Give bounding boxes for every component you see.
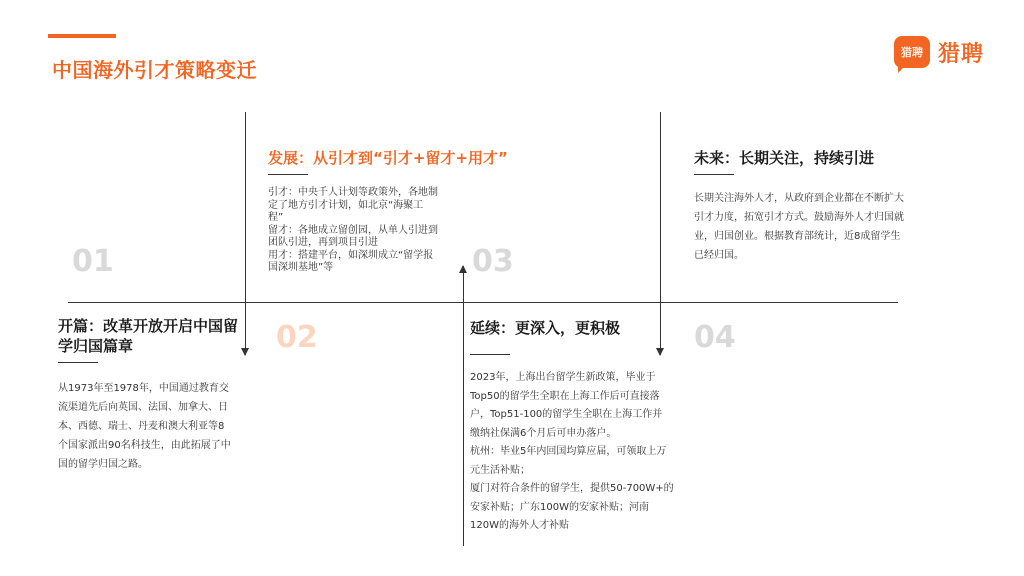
- timeline-axis: [68, 302, 898, 303]
- stage-01-underline: [58, 362, 98, 363]
- title-accent-bar: [48, 34, 116, 38]
- stage-04: [694, 148, 934, 265]
- body-line: 本、西德、瑞士、丹麦和澳大利亚等8: [58, 421, 225, 432]
- page-title: 中国海外引才策略变迁: [52, 58, 257, 82]
- stage-03-heading: 延续：更深入，更积极: [470, 319, 621, 337]
- stage-02-body: [268, 187, 468, 275]
- stage-01: [58, 316, 244, 474]
- body-line: 从1973年至1978年，中国通过教育交: [58, 383, 229, 394]
- stage-01-heading: [58, 316, 244, 356]
- connector-arrow-01: [245, 112, 246, 355]
- body-line: 厦门对符合条件的留学生，提供50-700W+的: [470, 483, 674, 494]
- stage-number-04: 04: [694, 320, 736, 355]
- connector-arrow-02: [463, 266, 464, 546]
- stage-04-body: [694, 189, 934, 265]
- body-line: 2023年，上海出台留学生新政策，毕业于: [470, 372, 656, 383]
- body-line: 流渠道先后向英国、法国、加拿大、日: [58, 402, 228, 413]
- liepin-logo: [894, 36, 984, 68]
- body-line: 团队引进，再到项目引进: [268, 237, 378, 248]
- body-line: 定了地方引才计划，如北京“海聚工: [268, 199, 424, 211]
- stage-04-heading: 未来：长期关注，持续引进: [694, 149, 875, 167]
- stage-03-underline: [470, 354, 510, 355]
- stage-03-body: [470, 369, 700, 536]
- stage-03: [470, 318, 700, 536]
- body-line: 元生活补贴；: [470, 464, 530, 476]
- body-line: 户，Top51-100的留学生全职在上海工作并: [470, 409, 663, 420]
- body-line: 个国家派出90名科技生，由此拓展了中: [58, 440, 231, 451]
- body-line: 杭州：毕业5年内回国均算应届，可领取上万: [470, 446, 667, 457]
- body-line: 业，归国创业。根据教育部统计，近8成留学生: [694, 231, 901, 242]
- body-line: 留才：各地成立留创园，从单人引进到: [268, 224, 438, 236]
- stage-02-heading: 发展：从引才到“引才+留才+用才”: [268, 149, 508, 167]
- logo-text: 猎聘: [938, 41, 985, 67]
- body-line: 长期关注海外人才，从政府到企业都在不断扩大: [694, 193, 904, 204]
- stage-number-01: 01: [72, 244, 114, 279]
- stage-02-underline: [268, 174, 308, 175]
- body-line: 安家补贴；广东100W的安家补贴；河南: [470, 501, 649, 513]
- stage-01-heading-line: 开篇：改革开放开启中国留: [58, 317, 239, 335]
- stage-01-heading-line: 学归国篇章: [58, 337, 134, 355]
- body-line: 已经归国。: [694, 250, 744, 261]
- body-line: Top50的留学生全职在上海工作后可直接落: [470, 390, 660, 402]
- body-line: 程”: [268, 212, 284, 223]
- body-line: 引才：中央千人计划等政策外，各地制: [268, 187, 438, 198]
- body-line: 120W的海外人才补贴: [470, 520, 569, 531]
- body-line: 用才：搭建平台，如深圳成立“留学报: [268, 249, 434, 261]
- body-line: 国的留学归国之路。: [58, 459, 148, 470]
- body-line: 国深圳基地”等: [268, 262, 334, 273]
- stage-number-02: 02: [276, 320, 318, 355]
- logo-badge-icon: [894, 36, 930, 68]
- stage-04-underline: [694, 174, 734, 175]
- body-line: 缴纳社保满6个月后可申办落户。: [470, 427, 617, 439]
- logo-badge-text: 猎聘: [901, 46, 923, 59]
- stage-number-03: 03: [472, 244, 514, 279]
- stage-01-body: [58, 379, 244, 474]
- body-line: 引才力度，拓宽引才方式。鼓励海外人才归国就: [694, 212, 904, 223]
